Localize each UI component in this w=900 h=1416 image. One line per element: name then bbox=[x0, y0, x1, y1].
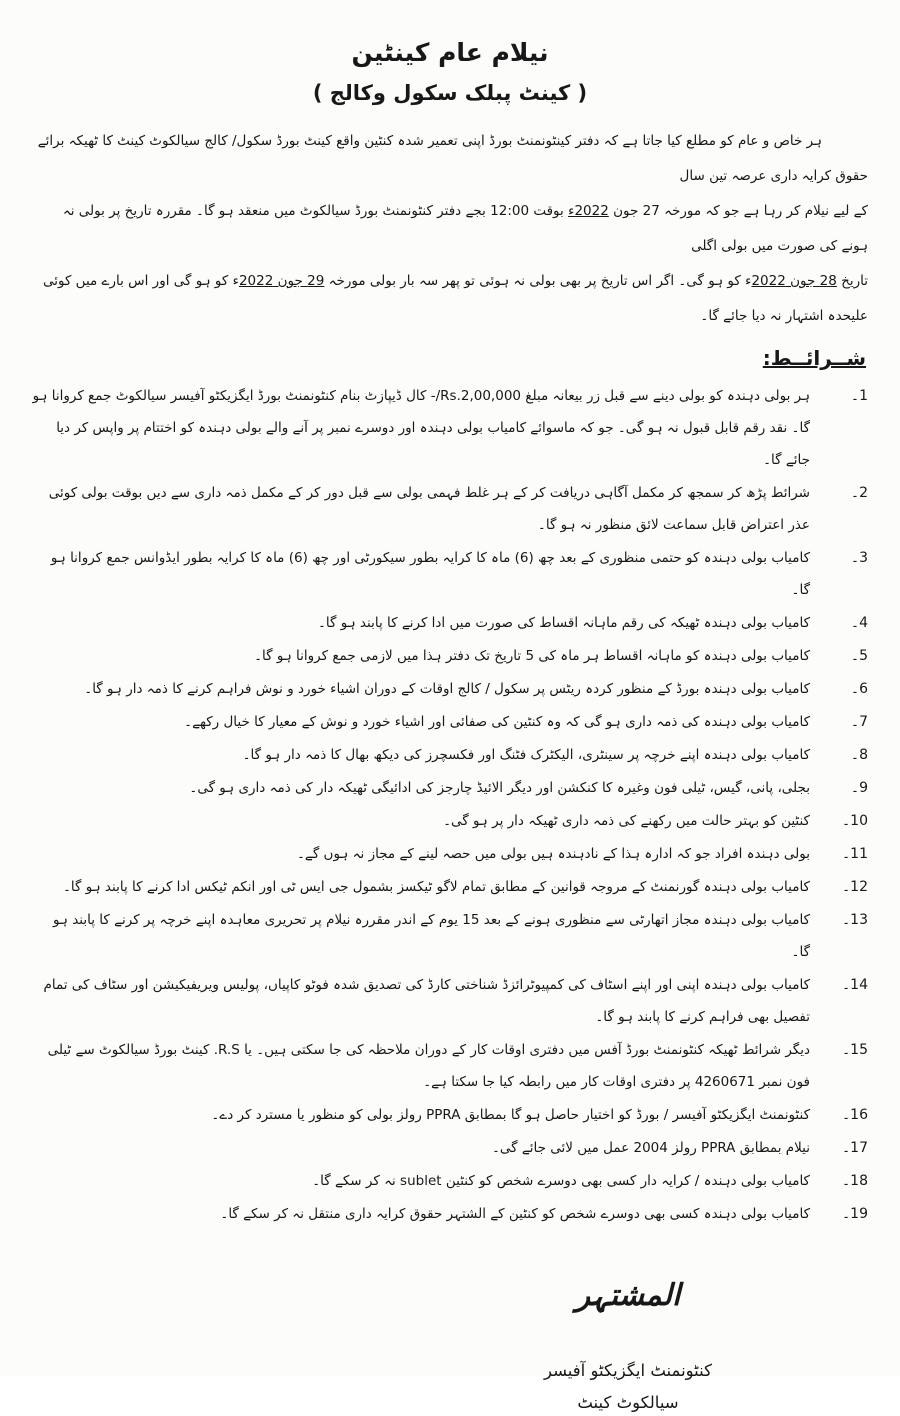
conditions-heading: شــرائــط: bbox=[762, 346, 866, 370]
condition-text: کامیاب بولی دہندہ اپنی اور اپنے اسٹاف کی کمپیوٹرائزڈ شناختی کارڈ کی تصدیق شدہ فوٹو کاپیاں، پولیس ویریفیکیشن اور سٹاف کی تمام تفصیل بھی فراہم کرنے کا پابند ہو گا۔ bbox=[43, 977, 810, 1025]
condition-text: کامیاب بولی دہندہ کو حتمی منظوری کے بعد چھ (6) ماہ کا کرایہ بطور سیکورٹی اور چھ (6) ماہ کا کرایہ بطور ایڈوانس جمع کروانا ہو گا۔ bbox=[50, 550, 810, 598]
condition-number: 16۔ bbox=[841, 1107, 868, 1123]
condition-number: 14۔ bbox=[841, 977, 868, 993]
intro-line bbox=[32, 194, 868, 264]
condition-number: 13۔ bbox=[841, 912, 868, 928]
intro-line bbox=[32, 124, 868, 194]
condition-text: بجلی، پانی، گیس، ٹیلی فون وغیرہ کا کنکشن اور دیگر الائیڈ چارجز کی ادائیگی ٹھیکہ دار کی ذمہ داری ہو گی۔ bbox=[189, 780, 810, 796]
condition-item bbox=[32, 706, 868, 738]
intro-line bbox=[32, 264, 868, 334]
condition-text: کامیاب بولی دہندہ بورڈ کے منظور کردہ ریٹس پر سکول / کالج اوقات کے دوران اشیاء خورد و نوش فراہم کرنے کا ذمہ دار ہو گا۔ bbox=[84, 681, 810, 697]
signer-designation: کنٹونمنٹ ایگزیکٹو آفیسر bbox=[543, 1361, 712, 1380]
condition-item bbox=[32, 838, 868, 870]
condition-number: 4۔ bbox=[850, 615, 868, 631]
condition-number: 15۔ bbox=[841, 1042, 868, 1058]
signature-block bbox=[498, 1276, 758, 1416]
text-segment: تاریخ bbox=[836, 273, 868, 289]
condition-item bbox=[32, 904, 868, 968]
condition-text: کنٹونمنٹ ایگزیکٹو آفیسر / بورڈ کو اختیار حاصل ہو گا بمطابق PPRA رولز بولی کو منظور یا مسترد کر دے۔ bbox=[211, 1107, 810, 1123]
condition-number: 19۔ bbox=[841, 1206, 868, 1222]
signature-mark: المشتہر bbox=[575, 1278, 681, 1313]
condition-number: 6۔ bbox=[850, 681, 868, 697]
condition-item bbox=[32, 542, 868, 606]
condition-number: 8۔ bbox=[850, 747, 868, 763]
condition-text: کامیاب بولی دہندہ کی ذمہ داری ہو گی کہ وہ کنٹین کی صفائی اور اشیاء خورد و نوش کے معیار کا خیال رکھے۔ bbox=[184, 714, 810, 730]
condition-item bbox=[32, 1099, 868, 1131]
condition-number: 3۔ bbox=[850, 550, 868, 566]
condition-text: کنٹین کو بہتر حالت میں رکھنے کی ذمہ داری ٹھیکہ دار پر ہو گی۔ bbox=[443, 813, 810, 829]
intro-paragraph bbox=[32, 124, 868, 334]
condition-text: نیلام بمطابق PPRA رولز 2004 عمل میں لائی جائے گی۔ bbox=[491, 1140, 810, 1156]
condition-text: کامیاب بولی دہندہ اپنے خرچہ پر سینٹری، الیکٹرک فٹنگ اور فکسچرز کی دیکھ بھال کا ذمہ دار ہو گا۔ bbox=[242, 747, 810, 763]
condition-number: 11۔ bbox=[841, 846, 868, 862]
condition-number: 10۔ bbox=[841, 813, 868, 829]
document-subtitle: ( کینٹ پبلک سکول وکالج ) bbox=[312, 81, 588, 105]
signer-location: سیالکوٹ کینٹ bbox=[577, 1393, 679, 1412]
conditions-list bbox=[32, 380, 868, 1230]
condition-item bbox=[32, 1132, 868, 1164]
condition-text: کامیاب بولی دہندہ گورنمنٹ کے مروجہ قوانین کے مطابق تمام لاگو ٹیکسز بشمول جی ایس ٹی اور انکم ٹیکس ادا کرنے کا پابند ہو گا۔ bbox=[63, 879, 810, 895]
condition-text: دیگر شرائط ٹھیکہ کنٹونمنٹ بورڈ آفس میں دفتری اوقات کار کے دوران ملاحظہ کی جا سکتی ہیں۔ یا R.S. کینٹ بورڈ سیالکوٹ سے ٹیلی فون نمبر 4260671 پر دفتری اوقات کار میں رابطہ کیا جا سکتا ہے۔ bbox=[47, 1042, 810, 1090]
condition-item bbox=[32, 607, 868, 639]
condition-text: ہر بولی دہندہ کو بولی دینے سے قبل زر بیعانہ مبلغ Rs.2,00,000/- کال ڈیپازٹ بنام کنٹونمنٹ بورڈ ایگزیکٹو آفیسر سیالکوٹ جمع کروانا ہو گا۔ نقد رقم قابل قبول نہ ہو گی۔ جو کہ ماسوائے کامیاب بولی دہندہ اور دوسرے نمبر پر آنے والے بولی دہندہ کو اختتام پر واپس کر دیا جائے گا۔ bbox=[32, 388, 810, 468]
condition-item bbox=[32, 1034, 868, 1098]
text-segment: کے لیے نیلام کر رہا ہے جو کہ مورخہ 27 جون bbox=[608, 203, 868, 219]
condition-text: کامیاب بولی دہندہ کسی بھی دوسرے شخص کو کنٹین کے الشتہر حقوق کرایہ داری منتقل نہ کر سکے گا۔ bbox=[220, 1206, 810, 1222]
condition-number: 18۔ bbox=[841, 1173, 868, 1189]
condition-text: کامیاب بولی دہندہ کو ماہانہ اقساط ہر ماہ کی 5 تاریخ تک دفتر ہذا میں لازمی جمع کروانا ہو گا۔ bbox=[254, 648, 810, 664]
condition-item bbox=[32, 871, 868, 903]
conditions-heading-row bbox=[32, 334, 868, 380]
condition-number: 9۔ bbox=[850, 780, 868, 796]
condition-number: 1۔ bbox=[850, 388, 868, 404]
condition-number: 2۔ bbox=[850, 485, 868, 501]
text-segment: ہر خاص و عام کو مطلع کیا جاتا ہے کہ دفتر کینٹونمنٹ بورڈ اپنی تعمیر شدہ کنٹین واقع کینٹ بورڈ سکول/ کالج سیالکوٹ کینٹ کا ٹھیکہ برائے حقوق کرایہ داری عرصہ تین سال bbox=[37, 133, 868, 184]
condition-item bbox=[32, 673, 868, 705]
condition-number: 7۔ bbox=[850, 714, 868, 730]
condition-number: 17۔ bbox=[841, 1140, 868, 1156]
document-title: نیلام عام کینٹین bbox=[351, 38, 549, 67]
condition-text: کامیاب بولی دہندہ ٹھیکہ کی رقم ماہانہ اقساط کی صورت میں ادا کرنے کا پابند ہو گا۔ bbox=[318, 615, 810, 631]
underlined-date: 29 جون 2022 bbox=[238, 273, 325, 289]
condition-text: کامیاب بولی دہندہ / کرایہ دار کسی بھی دوسرے شخص کو کنٹین sublet نہ کر سکے گا۔ bbox=[312, 1173, 810, 1189]
underlined-date: 2022ء bbox=[568, 203, 609, 219]
condition-item bbox=[32, 1198, 868, 1230]
text-segment: ء کو ہو گی۔ اگر اس تاریخ پر بھی بولی نہ ہوئی تو پھر سہ بار بولی مورخہ bbox=[324, 273, 752, 289]
condition-text: شرائط پڑھ کر سمجھ کر مکمل آگاہی دریافت کر کے ہر غلط فہمی بولی سے قبل دور کر کے مکمل ذمہ داری سے دیں بوقت بولی کوئی عذر اعتراض قابل سماعت لائق منظور نہ ہو گا۔ bbox=[48, 485, 810, 533]
condition-text: بولی دہندہ افراد جو کہ ادارہ ہذا کے نادہندہ ہیں بولی میں حصہ لینے کے مجاز نہ ہوں گے۔ bbox=[297, 846, 810, 862]
condition-item bbox=[32, 640, 868, 672]
condition-item bbox=[32, 1165, 868, 1197]
condition-item bbox=[32, 477, 868, 541]
condition-number: 5۔ bbox=[850, 648, 868, 664]
condition-item bbox=[32, 772, 868, 804]
condition-item bbox=[32, 380, 868, 476]
condition-item bbox=[32, 805, 868, 837]
condition-number: 12۔ bbox=[841, 879, 868, 895]
underlined-date: 28 جون 2022 bbox=[751, 273, 837, 289]
condition-text: کامیاب بولی دہندہ مجاز اتھارٹی سے منظوری ہونے کے بعد 15 یوم کے اندر مقررہ نیلام پر تحریری معاہدہ اپنے خرچہ پر کرنے کا پابند ہو گا۔ bbox=[53, 912, 810, 960]
text-segment: بوقت 12:00 بجے دفتر کنٹونمنٹ بورڈ سیالکوٹ میں منعقد ہو گا۔ مقررہ تاریخ پر بولی نہ ہونے کی صورت میں بولی اگلی bbox=[62, 203, 868, 254]
condition-item bbox=[32, 969, 868, 1033]
text-segment: ء کو ہو گی اور اس بارے میں کوئی علیحدہ اشتہار نہ دیا جائے گا۔ bbox=[42, 273, 868, 324]
condition-item bbox=[32, 739, 868, 771]
